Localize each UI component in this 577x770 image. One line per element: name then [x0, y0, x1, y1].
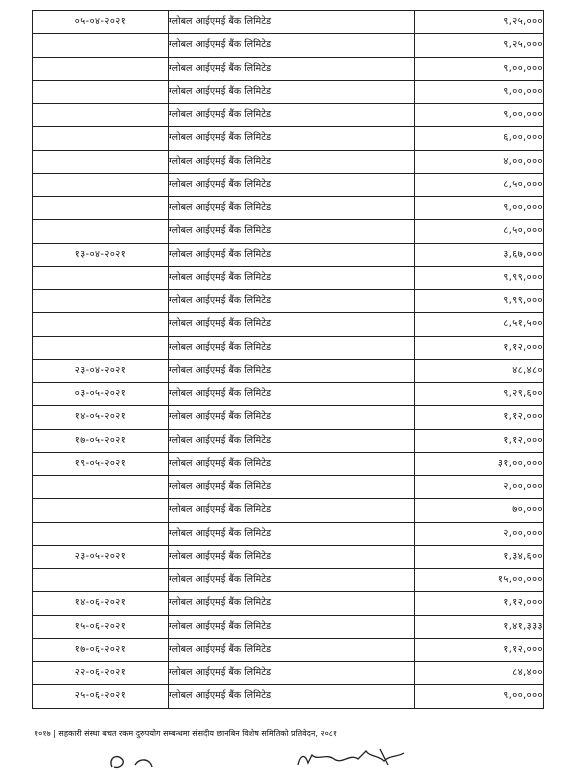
date-cell: ०५-०४-२०२१ — [33, 11, 169, 34]
table-row — [33, 313, 544, 336]
table-row — [33, 80, 544, 103]
date-cell — [33, 499, 169, 522]
company-cell: ग्लोबल आईएमई बैंक लिमिटेड — [169, 104, 415, 127]
company-cell: ग्लोबल आईएमई बैंक लिमिटेड — [169, 336, 415, 359]
table-row — [33, 57, 544, 80]
company-cell: ग्लोबल आईएमई बैंक लिमिटेड — [169, 197, 415, 220]
amount-cell: ९,००,००० — [415, 57, 544, 80]
amount-cell: ९,००,००० — [415, 197, 544, 220]
amount-cell: ६,००,००० — [415, 127, 544, 150]
date-cell: २३-०४-२०२१ — [33, 359, 169, 382]
company-cell: ग्लोबल आईएमई बैंक लिमिटेड — [169, 452, 415, 475]
amount-cell: ४८,४८० — [415, 359, 544, 382]
table-row — [33, 266, 544, 289]
transaction-table-body — [33, 11, 544, 709]
table-row — [33, 150, 544, 173]
amount-cell: २,००,००० — [415, 476, 544, 499]
date-cell — [33, 476, 169, 499]
amount-cell: ३,६७,००० — [415, 243, 544, 266]
amount-cell: ९,२९,६०० — [415, 383, 544, 406]
table-row — [33, 452, 544, 475]
date-cell: १७-०६-२०२१ — [33, 638, 169, 661]
table-row — [33, 545, 544, 568]
amount-cell: ७०,००० — [415, 499, 544, 522]
date-cell — [33, 127, 169, 150]
company-cell: ग्लोबल आईएमई बैंक लिमिटेड — [169, 476, 415, 499]
table-row — [33, 104, 544, 127]
company-cell: ग्लोबल आईएमई बैंक लिमिटेड — [169, 522, 415, 545]
date-cell — [33, 34, 169, 57]
table-row — [33, 383, 544, 406]
date-cell — [33, 336, 169, 359]
company-cell: ग्लोबल आईएमई बैंक लिमिटेड — [169, 359, 415, 382]
amount-cell: १,१२,००० — [415, 406, 544, 429]
date-cell: २२-०६-२०२१ — [33, 662, 169, 685]
table-row — [33, 429, 544, 452]
table-row — [33, 499, 544, 522]
table-row — [33, 127, 544, 150]
page-footer: १०१७ | सहकारी संस्था बचत रकम दुरुपयोग सम्बन्धमा संसदीय छानबिन विशेष समितिको प्रतिवेदन, २०८१ — [34, 729, 338, 738]
company-cell: ग्लोबल आईएमई बैंक लिमिटेड — [169, 383, 415, 406]
date-cell: २३-०५-२०२१ — [33, 545, 169, 568]
date-cell — [33, 104, 169, 127]
table-row — [33, 662, 544, 685]
company-cell: ग्लोबल आईएमई बैंक लिमिटेड — [169, 313, 415, 336]
date-cell — [33, 197, 169, 220]
amount-cell: १,३४,६०० — [415, 545, 544, 568]
amount-cell: १,१२,००० — [415, 592, 544, 615]
date-cell: १७-०५-२०२१ — [33, 429, 169, 452]
table-row — [33, 569, 544, 592]
company-cell: ग्लोबल आईएमई बैंक लिमिटेड — [169, 220, 415, 243]
table-row — [33, 476, 544, 499]
company-cell: ग्लोबल आईएमई बैंक लिमिटेड — [169, 11, 415, 34]
amount-cell: ८,५०,००० — [415, 173, 544, 196]
company-cell: ग्लोबल आईएमई बैंक लिमिटेड — [169, 290, 415, 313]
date-cell: १५-०६-२०२१ — [33, 615, 169, 638]
amount-cell: ४,००,००० — [415, 150, 544, 173]
table-row — [33, 290, 544, 313]
amount-cell: ९,२५,००० — [415, 11, 544, 34]
date-cell: १३-०४-२०२१ — [33, 243, 169, 266]
table-row — [33, 11, 544, 34]
company-cell: ग्लोबल आईएमई बैंक लिमिटेड — [169, 80, 415, 103]
company-cell: ग्लोबल आईएमई बैंक लिमिटेड — [169, 638, 415, 661]
table-row — [33, 243, 544, 266]
amount-cell: १,१२,००० — [415, 638, 544, 661]
date-cell — [33, 57, 169, 80]
table-row — [33, 336, 544, 359]
company-cell: ग्लोबल आईएमई बैंक लिमिटेड — [169, 150, 415, 173]
table-row — [33, 197, 544, 220]
date-cell — [33, 173, 169, 196]
amount-cell: १,४१,३३३ — [415, 615, 544, 638]
company-cell: ग्लोबल आईएमई बैंक लिमिटेड — [169, 127, 415, 150]
company-cell: ग्लोबल आईएमई बैंक लिमिटेड — [169, 173, 415, 196]
amount-cell: ९,२५,००० — [415, 34, 544, 57]
date-cell — [33, 290, 169, 313]
date-cell — [33, 150, 169, 173]
amount-cell: ८४,४०० — [415, 662, 544, 685]
table-row — [33, 220, 544, 243]
company-cell: ग्लोबल आईएमई बैंक लिमिटेड — [169, 569, 415, 592]
company-cell: ग्लोबल आईएमई बैंक लिमिटेड — [169, 34, 415, 57]
signature-right — [298, 749, 404, 765]
company-cell: ग्लोबल आईएमई बैंक लिमिटेड — [169, 685, 415, 708]
table-row — [33, 406, 544, 429]
date-cell: २५-०६-२०२१ — [33, 685, 169, 708]
amount-cell: ९,००,००० — [415, 80, 544, 103]
amount-cell: ८,५०,००० — [415, 220, 544, 243]
date-cell: १४-०५-२०२१ — [33, 406, 169, 429]
company-cell: ग्लोबल आईएमई बैंक लिमिटेड — [169, 57, 415, 80]
date-cell: १९-०५-२०२१ — [33, 452, 169, 475]
company-cell: ग्लोबल आईएमई बैंक लिमिटेड — [169, 243, 415, 266]
table-row — [33, 615, 544, 638]
table-row — [33, 359, 544, 382]
table-row — [33, 685, 544, 708]
amount-cell: १,१२,००० — [415, 429, 544, 452]
date-cell: १४-०६-२०२१ — [33, 592, 169, 615]
signature-marks — [0, 745, 577, 770]
company-cell: ग्लोबल आईएमई बैंक लिमिटेड — [169, 499, 415, 522]
amount-cell: ३१,००,००० — [415, 452, 544, 475]
date-cell — [33, 569, 169, 592]
table-row — [33, 34, 544, 57]
amount-cell: १,१२,००० — [415, 336, 544, 359]
company-cell: ग्लोबल आईएमई बैंक लिमिटेड — [169, 429, 415, 452]
company-cell: ग्लोबल आईएमई बैंक लिमिटेड — [169, 406, 415, 429]
amount-cell: १५,००,००० — [415, 569, 544, 592]
company-cell: ग्लोबल आईएमई बैंक लिमिटेड — [169, 662, 415, 685]
amount-cell: ९,००,००० — [415, 104, 544, 127]
amount-cell: २,००,००० — [415, 522, 544, 545]
company-cell: ग्लोबल आईएमई बैंक लिमिटेड — [169, 266, 415, 289]
date-cell — [33, 522, 169, 545]
table-row — [33, 592, 544, 615]
date-cell — [33, 313, 169, 336]
date-cell — [33, 266, 169, 289]
company-cell: ग्लोबल आईएमई बैंक लिमिटेड — [169, 615, 415, 638]
amount-cell: ९,९९,००० — [415, 266, 544, 289]
amount-cell: ९,९९,००० — [415, 290, 544, 313]
company-cell: ग्लोबल आईएमई बैंक लिमिटेड — [169, 545, 415, 568]
amount-cell: ९,००,००० — [415, 685, 544, 708]
transaction-table — [32, 10, 544, 709]
table-row — [33, 173, 544, 196]
table-row — [33, 522, 544, 545]
table-row — [33, 638, 544, 661]
date-cell — [33, 80, 169, 103]
date-cell — [33, 220, 169, 243]
company-cell: ग्लोबल आईएमई बैंक लिमिटेड — [169, 592, 415, 615]
signature-left — [111, 757, 152, 768]
amount-cell: ८,५१,५०० — [415, 313, 544, 336]
date-cell: ०३-०५-२०२१ — [33, 383, 169, 406]
